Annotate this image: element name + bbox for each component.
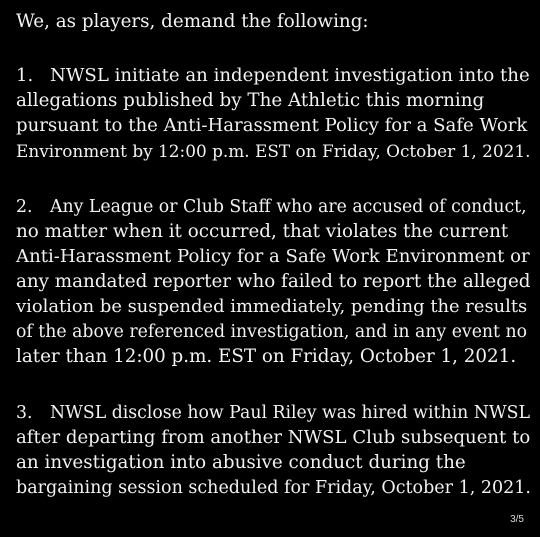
demand-1-line-1 xyxy=(16,64,530,88)
demand-2-line-3: Anti-Harassment Policy for a Safe Work Environment or xyxy=(16,246,530,267)
demand-1-line-2: allegations published by The Athletic this morning xyxy=(16,90,485,111)
demand-2-text: Any League or Club Staff who are accused of conduct, xyxy=(50,197,527,217)
demand-3-line-3: an investigation into abusive conduct during the xyxy=(16,452,466,473)
page-indicator: 3/5 xyxy=(510,514,524,525)
demand-1-line-3: pursuant to the Anti-Harassment Policy for a Safe Work xyxy=(16,115,528,136)
demand-2-line-1 xyxy=(16,195,527,219)
demand-3-line-2: after departing from another NWSL Club subsequent to xyxy=(16,427,531,448)
intro-text: We, as players, demand the following: xyxy=(16,11,369,32)
demand-2-line-6: of the above referenced investigation, and in any event no xyxy=(16,322,528,342)
demand-3-number: 3. xyxy=(16,403,33,423)
demand-1-line-4: Environment by 12:00 p.m. EST on Friday, October 1, 2021. xyxy=(16,141,531,161)
demand-2-line-4: any mandated reporter who failed to report the alleged xyxy=(16,271,531,292)
demand-2-line-2: no matter when it occurred, that violates the current xyxy=(16,221,509,242)
demand-3-line-1 xyxy=(16,401,530,425)
demand-2-number: 2. xyxy=(16,197,33,217)
demand-1-text: NWSL initiate an independent investigation into the xyxy=(50,65,530,86)
demand-3-text: NWSL disclose how Paul Riley was hired within NWSL xyxy=(50,403,530,423)
demand-2-line-7: later than 12:00 p.m. EST on Friday, October 1, 2021. xyxy=(16,346,517,367)
demand-1-number: 1. xyxy=(16,65,34,86)
demand-2-line-5: violation be suspended immediately, pending the results xyxy=(16,296,528,317)
demand-3-line-4: bargaining session scheduled for Friday, October 1, 2021. xyxy=(16,478,531,498)
